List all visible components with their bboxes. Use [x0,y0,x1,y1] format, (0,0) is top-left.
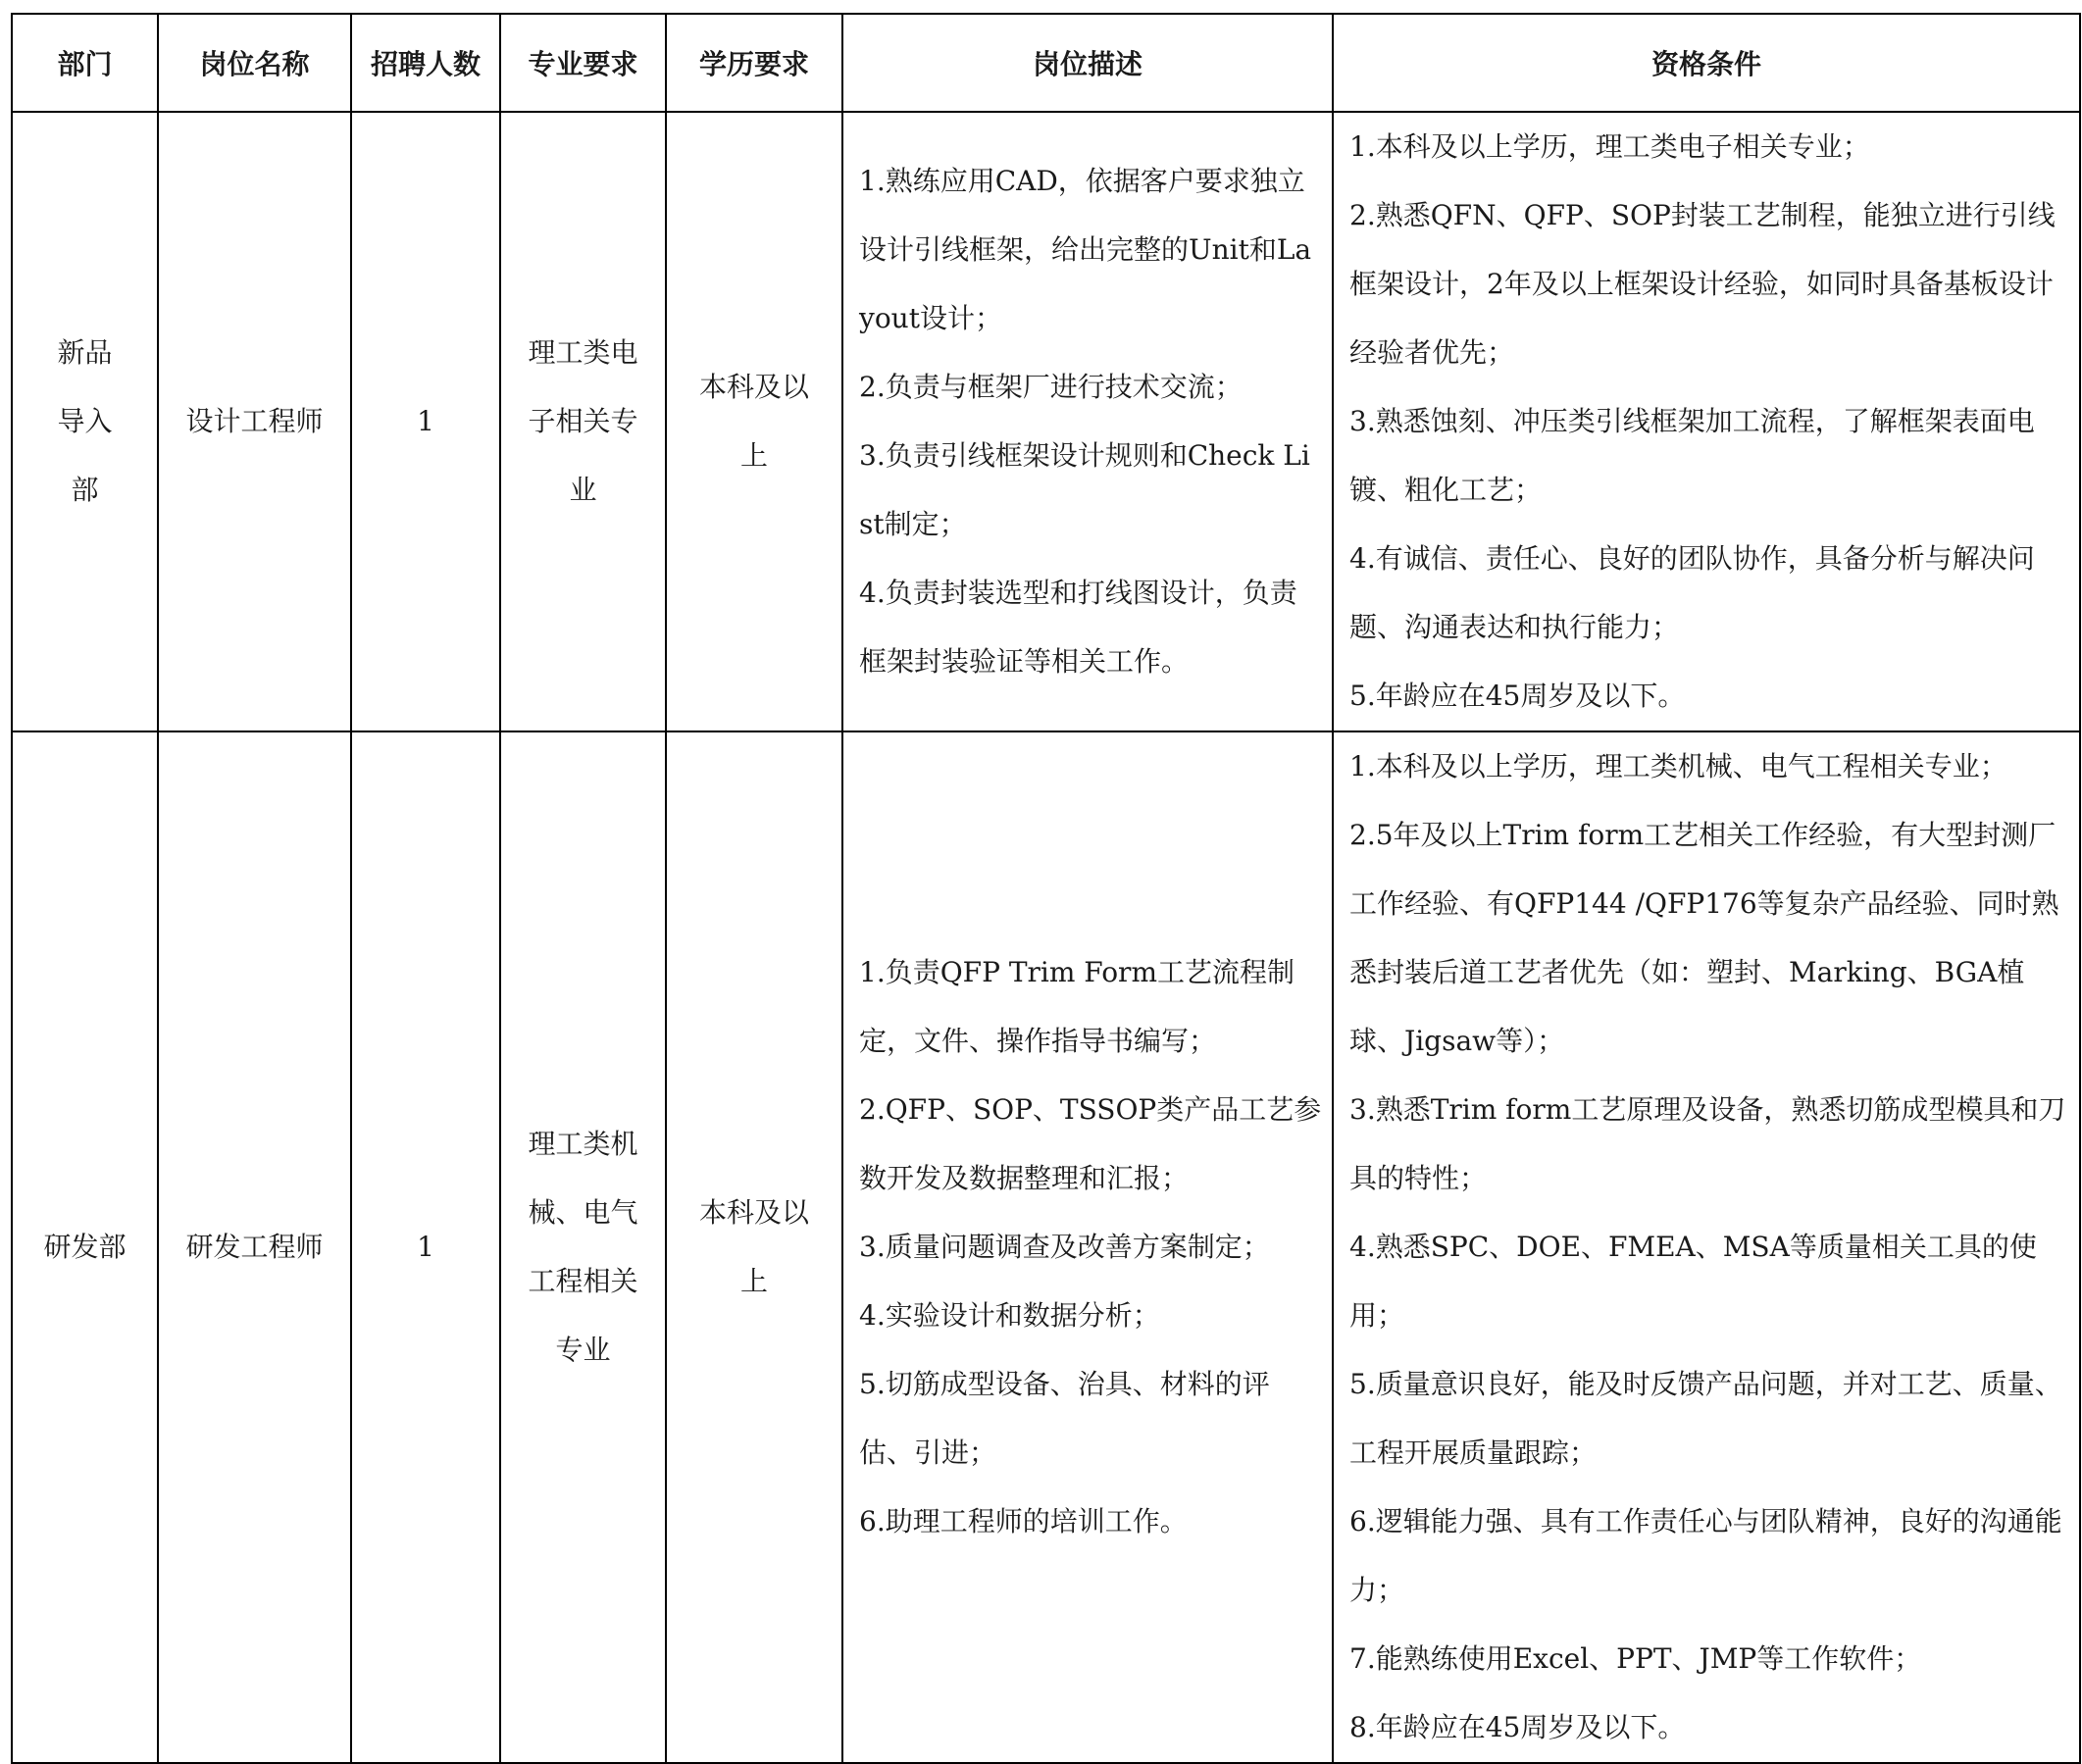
qualification-item: 2.熟悉QFN、QFP、SOP封装工艺制程，能独立进行引线框架设计，2年及以上框架设计经验，如同时具备基板设计经验者优先； [1349,199,2056,369]
education-cell [666,112,842,731]
education-text: 本科及以上 [698,1196,809,1297]
description-cell [842,112,1333,731]
description-item: 6.助理工程师的培训工作。 [859,1505,1188,1537]
education-cell [666,731,842,1763]
qualification-item: 1.本科及以上学历，理工类电子相关专业； [1349,130,1870,163]
count-text: 1 [417,405,434,437]
position-text: 研发工程师 [185,1231,324,1263]
description-item: 4.负责封装选型和打线图设计，负责框架封装验证等相关工作。 [859,577,1297,678]
qualifications-cell [1333,112,2080,731]
description-item: 3.质量问题调查及改善方案制定； [859,1231,1270,1263]
qualifications-cell [1333,731,2080,1763]
qualification-item: 5.年龄应在45周岁及以下。 [1349,680,1686,712]
header-position: 岗位名称 [158,14,351,112]
major-text: 理工类机械、电气工程相关专业 [528,1128,638,1366]
major-text: 理工类电子相关专业 [528,336,638,506]
department-text: 研发部 [43,1231,127,1263]
description-item: 5.切筋成型设备、治具、材料的评估、引进； [859,1368,1270,1469]
header-department: 部门 [12,14,158,112]
header-row [12,14,2080,112]
description-item: 3.负责引线框架设计规则和Check List制定； [859,439,1310,540]
count-cell [351,112,500,731]
recruitment-table [11,13,2081,1764]
description-item: 2.负责与框架厂进行技术交流； [859,371,1243,403]
qualification-item: 4.熟悉SPC、DOE、FMEA、MSA等质量相关工具的使用； [1349,1231,2037,1332]
major-cell [500,112,666,731]
count-cell [351,731,500,1763]
description-item: 1.熟练应用CAD，依据客户要求独立设计引线框架，给出完整的Unit和Layout设计； [859,165,1312,334]
qualification-item: 1.本科及以上学历，理工类机械、电气工程相关专业； [1349,750,2007,782]
qualification-item: 2.5年及以上Trim form工艺相关工作经验，有大型封测厂工作经验、有QFP144 /QFP176等复杂产品经验、同时熟悉封装后道工艺者优先（如：塑封、Marking、BGA植球、Jigsaw等）； [1349,819,2059,1057]
qualification-item: 6.逻辑能力强、具有工作责任心与团队精神，良好的沟通能力； [1349,1505,2062,1606]
qualification-item: 4.有诚信、责任心、良好的团队协作，具备分析与解决问题、沟通表达和执行能力； [1349,542,2035,643]
major-cell [500,731,666,1763]
department-text: 新品导入部 [57,336,113,506]
description-item: 4.实验设计和数据分析； [859,1299,1160,1332]
description-item: 1.负责QFP Trim Form工艺流程制定，文件、操作指导书编写； [859,956,1295,1057]
qualification-item: 8.年龄应在45周岁及以下。 [1349,1711,1686,1743]
header-major: 专业要求 [500,14,666,112]
qualification-item: 7.能熟练使用Excel、PPT、JMP等工作软件； [1349,1642,1922,1675]
description-item: 2.QFP、SOP、TSSOP类产品工艺参数开发及数据整理和汇报； [859,1093,1322,1194]
header-qualifications: 资格条件 [1333,14,2080,112]
department-cell [12,731,158,1763]
position-cell [158,731,351,1763]
count-text: 1 [417,1231,434,1263]
department-cell [12,112,158,731]
position-cell [158,112,351,731]
table-row [12,731,2080,1763]
header-count: 招聘人数 [351,14,500,112]
table-row [12,112,2080,731]
header-education: 学历要求 [666,14,842,112]
education-text: 本科及以上 [698,371,809,472]
qualification-item: 3.熟悉Trim form工艺原理及设备，熟悉切筋成型模具和刀具的特性； [1349,1093,2066,1194]
header-description: 岗位描述 [842,14,1333,112]
position-text: 设计工程师 [185,405,324,437]
qualification-item: 3.熟悉蚀刻、冲压类引线框架加工流程，了解框架表面电镀、粗化工艺； [1349,405,2035,506]
qualification-item: 5.质量意识良好，能及时反馈产品问题，并对工艺、质量、工程开展质量跟踪； [1349,1368,2062,1469]
description-cell [842,731,1333,1763]
